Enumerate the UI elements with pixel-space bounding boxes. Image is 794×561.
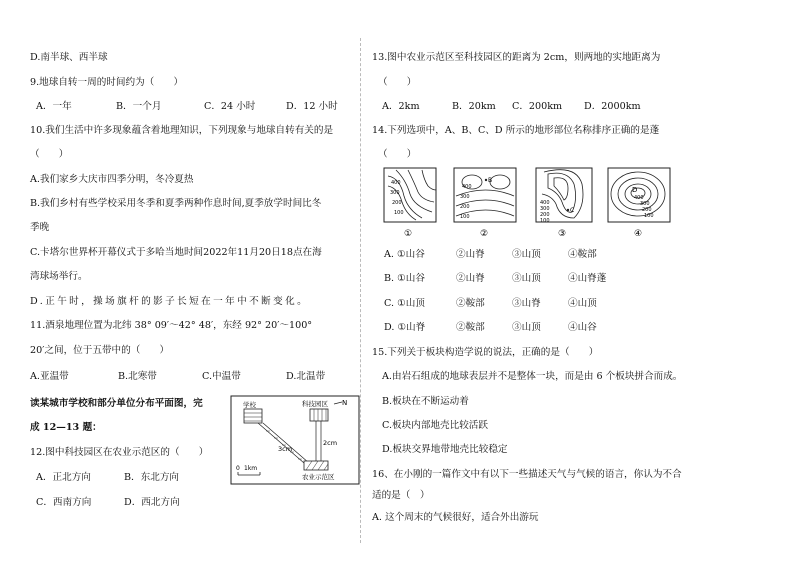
q9-option-d: D．12 小时 bbox=[286, 101, 338, 112]
map-school-label: 学校 bbox=[243, 401, 256, 409]
column-divider bbox=[360, 38, 361, 543]
q11-option-d: D.北温带 bbox=[286, 371, 326, 382]
q14-row-d-1: D. ①山脊 bbox=[384, 322, 426, 333]
map-tech-park-label: 科技园区 bbox=[302, 400, 328, 408]
map-agri-label: 农业示范区 bbox=[302, 473, 335, 481]
contour-maps-figure bbox=[382, 166, 682, 240]
q14-row-c-3: ③山脊 bbox=[512, 298, 541, 309]
q12-option-c: C．西南方向 bbox=[36, 497, 92, 508]
q11-option-a: A.亚温带 bbox=[30, 371, 69, 382]
q13-option-a: A．2km bbox=[382, 101, 420, 112]
contour-map-2-number: ② bbox=[480, 229, 489, 239]
scale-1km: 1km bbox=[244, 465, 258, 472]
contour-map-2 bbox=[454, 168, 516, 239]
q10-option-b-line1: B.我们乡村有些学校采用冬季和夏季两种作息时间,夏季放学时间比冬 bbox=[30, 198, 322, 209]
q12-option-b: B．东北方向 bbox=[124, 472, 180, 483]
q15-option-c: C.板块内部地壳比较活跃 bbox=[382, 420, 488, 431]
q14-row-c-1: C. ①山顶 bbox=[384, 298, 425, 309]
contour-map-4-number: ④ bbox=[634, 229, 643, 239]
city-map-figure bbox=[230, 395, 360, 485]
q9-stem: 9.地球自转一周的时间约为（ ） bbox=[30, 77, 184, 88]
svg-text:200: 200 bbox=[642, 207, 652, 213]
svg-text:100: 100 bbox=[540, 218, 550, 224]
q16-stem-line1: 16、在小刚的一篇作文中有以下一些描述天气与气候的语言，你认为不合 bbox=[372, 469, 682, 480]
q11-option-c: C.中温带 bbox=[202, 371, 241, 382]
q13-option-b: B．20km bbox=[452, 101, 496, 112]
svg-text:300: 300 bbox=[390, 190, 400, 196]
q14-row-d-4: ④山谷 bbox=[568, 322, 597, 333]
q10-option-d: D.正午时，操场旗杆的影子长短在一年中不断变化。 bbox=[30, 296, 310, 307]
q13-option-c: C．200km bbox=[512, 101, 563, 112]
q12-option-d: D．西北方向 bbox=[124, 497, 180, 508]
svg-text:400: 400 bbox=[462, 184, 472, 190]
intro-line2: 成 12—13 题： bbox=[30, 422, 102, 433]
q14-row-a-4: ④鞍部 bbox=[568, 249, 597, 260]
tech-park-block bbox=[310, 409, 328, 421]
svg-text:300: 300 bbox=[540, 206, 550, 212]
contour-map-4 bbox=[608, 168, 670, 239]
q10-option-b-line2: 季晚 bbox=[30, 222, 50, 233]
north-arrow bbox=[334, 402, 342, 404]
q16-option-a: A. 这个周末的气候很好，适合外出游玩 bbox=[372, 512, 539, 523]
q11-option-b: B.北寒带 bbox=[118, 371, 157, 382]
q13-stem-line2: （ ） bbox=[378, 77, 417, 88]
svg-text:200: 200 bbox=[460, 204, 470, 210]
svg-text:400: 400 bbox=[391, 180, 401, 186]
q14-row-c-4: ④山顶 bbox=[568, 298, 597, 309]
map-north-label: N bbox=[342, 399, 348, 407]
scale-zero: 0 bbox=[236, 465, 240, 472]
svg-text:100: 100 bbox=[394, 210, 404, 216]
q10-option-c-line2: 湾球场举行。 bbox=[30, 271, 88, 282]
q12-stem: 12.图中科技园区在农业示范区的（ ） bbox=[30, 447, 209, 458]
q14-stem-line2: （ ） bbox=[378, 149, 417, 160]
svg-text:400: 400 bbox=[540, 200, 550, 206]
q10-stem-line2: （ ） bbox=[30, 149, 69, 160]
map-road bbox=[258, 421, 321, 463]
q14-row-c-2: ②鞍部 bbox=[456, 298, 485, 309]
q14-row-a-1: A. ①山谷 bbox=[384, 249, 425, 260]
svg-text:200: 200 bbox=[540, 212, 550, 218]
q14-row-b-3: ③山顶 bbox=[512, 273, 541, 284]
q15-stem: 15.下列关于板块构造学说的说法，正确的是（ ） bbox=[372, 347, 599, 358]
q9-option-c: C．24 小时 bbox=[204, 101, 256, 112]
svg-text:100: 100 bbox=[460, 214, 470, 220]
q12-option-a: A．正北方向 bbox=[36, 472, 91, 483]
q14-row-a-2: ②山脊 bbox=[456, 249, 485, 260]
contour-map-2-letter: B bbox=[488, 177, 493, 184]
q14-row-b-2: ②山脊 bbox=[456, 273, 485, 284]
q11-stem-line2: 20′之间，位于五带中的（ ） bbox=[30, 345, 170, 356]
contour-map-3-number: ③ bbox=[558, 229, 567, 239]
q14-row-b-1: B. ①山谷 bbox=[384, 273, 425, 284]
agri-block bbox=[304, 461, 328, 470]
svg-text:400: 400 bbox=[634, 195, 644, 201]
q9-option-b: B．一个月 bbox=[116, 101, 162, 112]
q15-option-a: A.由岩石组成的地球表层并不是整体一块，而是由 6 个板块拼合而成。 bbox=[382, 371, 683, 382]
q13-stem-line1: 13.图中农业示范区至科技园区的距离为 2cm，则两地的实地距离为 bbox=[372, 52, 661, 63]
q9-option-a: A．一年 bbox=[36, 101, 72, 112]
contour-map-1 bbox=[384, 168, 436, 239]
svg-text:200: 200 bbox=[392, 200, 402, 206]
q14-row-a-3: ③山顶 bbox=[512, 249, 541, 260]
q13-option-d: D．2000km bbox=[584, 101, 641, 112]
svg-text:300: 300 bbox=[460, 194, 470, 200]
contour-map-1-number: ① bbox=[404, 229, 413, 239]
q10-stem-line1: 10.我们生活中许多现象蕴含着地理知识，下列现象与地球自转有关的是 bbox=[30, 125, 334, 136]
contour-map-4-letter: D bbox=[632, 186, 638, 194]
q10-option-c-line1: C.卡塔尔世界杯开幕仪式于多哈当地时间2022年11月20日18点在海 bbox=[30, 247, 322, 258]
svg-text:300: 300 bbox=[640, 201, 650, 207]
q15-option-d: D.板块交界地带地壳比较稳定 bbox=[382, 444, 508, 455]
q14-row-b-4: ④山脊蓬 bbox=[568, 273, 607, 284]
intro-line1: 读某城市学校和部分单位分布平面图，完 bbox=[30, 398, 203, 409]
svg-text:100: 100 bbox=[644, 213, 654, 219]
q15-option-b: B.板块在不断运动着 bbox=[382, 396, 469, 407]
q16-stem-line2: 适的是（ ） bbox=[372, 490, 430, 501]
map-distance-3cm: 3cm bbox=[278, 445, 293, 453]
map-distance-2cm: 2cm bbox=[323, 439, 338, 447]
q11-stem-line1: 11.酒泉地理位置为北纬 38° 09′～42° 48′，东经 92° 20′～100° bbox=[30, 320, 313, 331]
q10-option-a: A.我们家乡大庆市四季分明，冬冷夏热 bbox=[30, 174, 194, 185]
contour-map-3 bbox=[536, 168, 592, 239]
q14-row-d-2: ②鞍部 bbox=[456, 322, 485, 333]
q8-option-d: D.南半球、西半球 bbox=[30, 52, 108, 63]
q14-row-d-3: ③山顶 bbox=[512, 322, 541, 333]
q14-stem-line1: 14.下列选项中，A、B、C、D 所示的地形部位名称排序正确的是⁠蓬 bbox=[372, 125, 660, 136]
contour-map-3-letter: C bbox=[570, 207, 575, 214]
